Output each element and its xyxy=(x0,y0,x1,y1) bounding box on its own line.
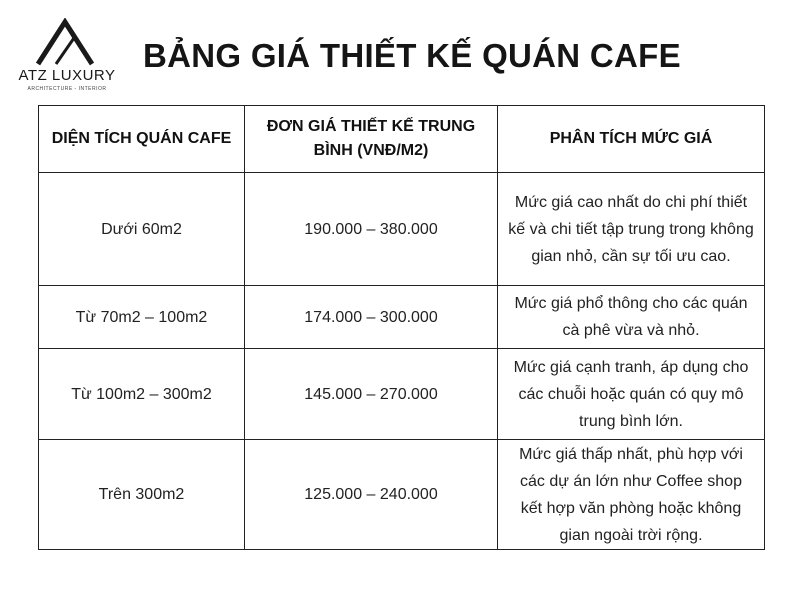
price-cell: 145.000 – 270.000 xyxy=(245,349,498,440)
table-row xyxy=(39,173,765,286)
column-header-price: ĐƠN GIÁ THIẾT KẾ TRUNG BÌNH (VNĐ/M2) xyxy=(245,106,498,173)
column-header-analysis: PHÂN TÍCH MỨC GIÁ xyxy=(498,106,765,173)
analysis-cell: Mức giá thấp nhất, phù hợp với các dự án lớn như Coffee shop kết hợp văn phòng hoặc không gian ngoài trời rộng. xyxy=(498,440,765,550)
brand-tagline: ARCHITECTURE - INTERIOR xyxy=(27,86,107,92)
page-title: BẢNG GIÁ THIẾT KẾ QUÁN CAFE xyxy=(143,37,681,74)
analysis-cell: Mức giá phổ thông cho các quán cà phê vừa và nhỏ. xyxy=(498,286,765,349)
area-cell: Dưới 60m2 xyxy=(39,173,245,286)
atz-mountain-icon xyxy=(34,18,100,66)
area-cell: Trên 300m2 xyxy=(39,440,245,550)
table-row xyxy=(39,440,765,550)
table-row xyxy=(39,349,765,440)
analysis-cell: Mức giá cạnh tranh, áp dụng cho các chuỗi hoặc quán có quy mô trung bình lớn. xyxy=(498,349,765,440)
area-cell: Từ 100m2 – 300m2 xyxy=(39,349,245,440)
column-header-area: DIỆN TÍCH QUÁN CAFE xyxy=(39,106,245,173)
table-header-row xyxy=(39,106,765,173)
price-cell: 190.000 – 380.000 xyxy=(245,173,498,286)
brand-logo xyxy=(18,18,116,98)
price-table xyxy=(38,105,765,550)
analysis-cell: Mức giá cao nhất do chi phí thiết kế và chi tiết tập trung trong không gian nhỏ, cần sự tối ưu cao. xyxy=(498,173,765,286)
price-cell: 174.000 – 300.000 xyxy=(245,286,498,349)
brand-name: ATZ LUXURY xyxy=(18,67,116,84)
price-cell: 125.000 – 240.000 xyxy=(245,440,498,550)
table-row xyxy=(39,286,765,349)
area-cell: Từ 70m2 – 100m2 xyxy=(39,286,245,349)
